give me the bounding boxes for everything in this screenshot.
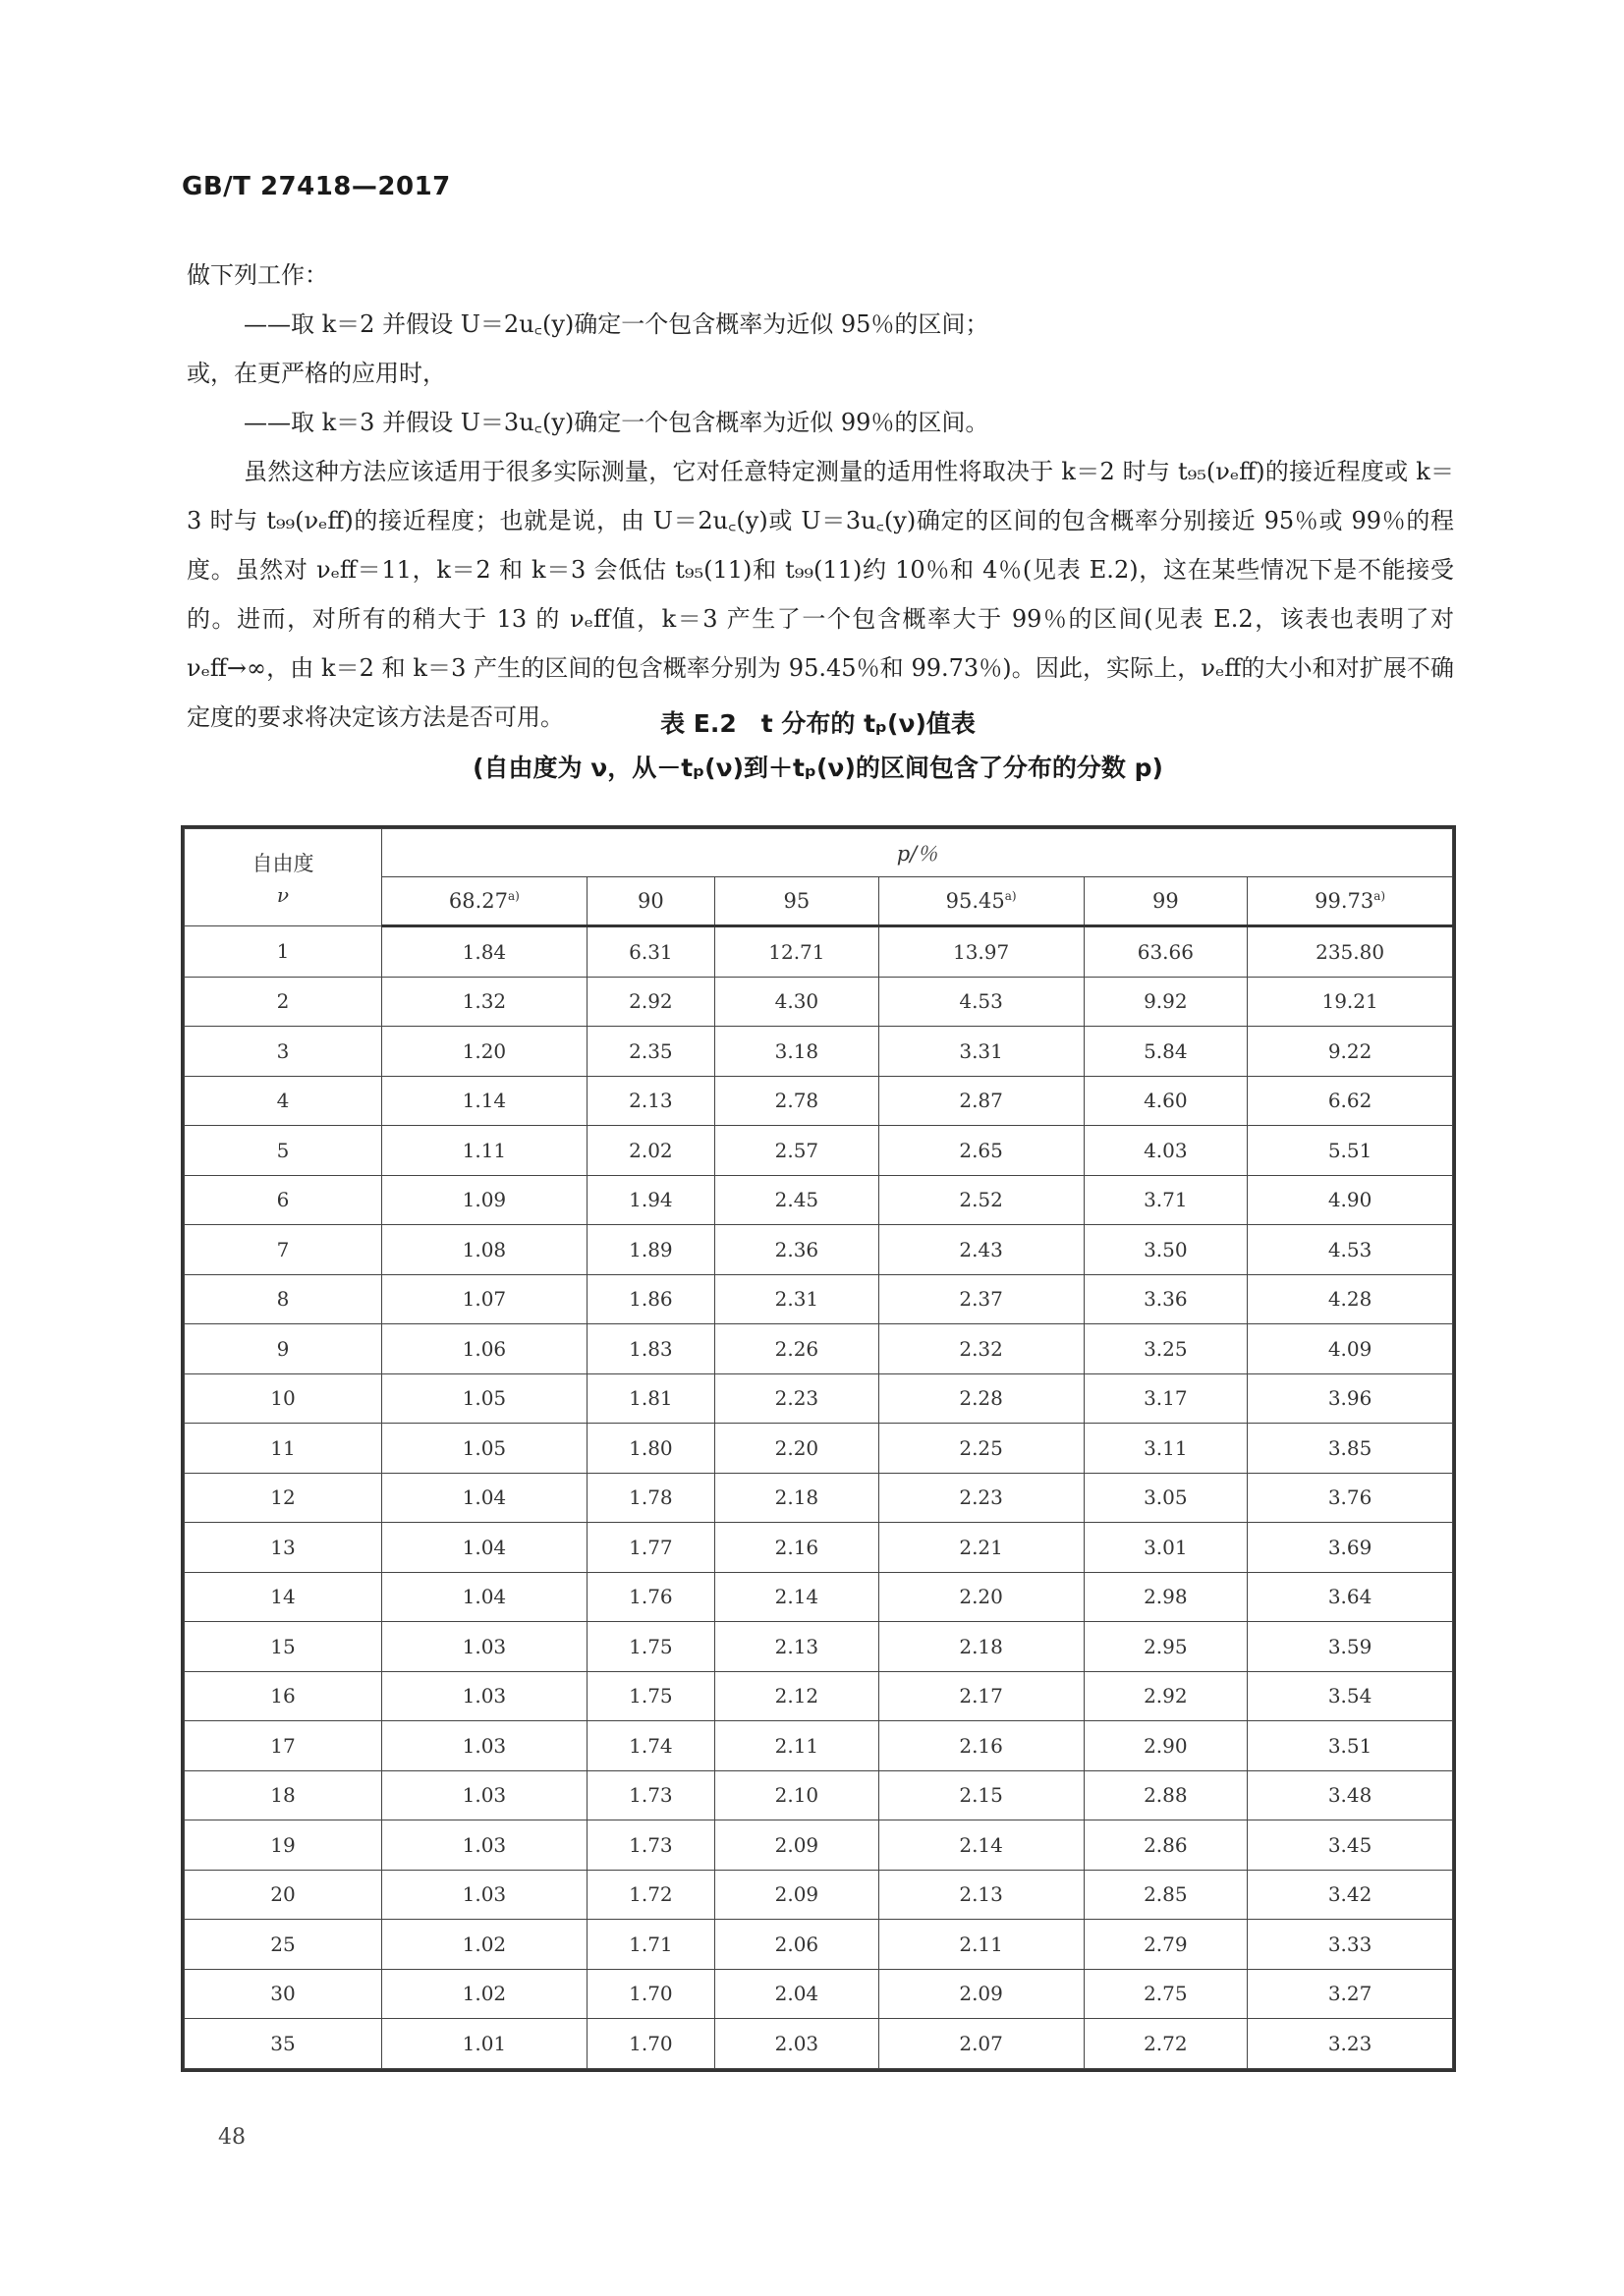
table-row [185, 1027, 1453, 1077]
dof-cell: 20 [185, 1870, 382, 1920]
value-cell: 2.04 [715, 1969, 879, 2019]
dof-cell: 16 [185, 1671, 382, 1721]
footnote-mark: a) [508, 889, 520, 903]
value-cell: 1.03 [382, 1721, 588, 1771]
value-cell: 4.09 [1248, 1324, 1453, 1374]
value-cell: 19.21 [1248, 977, 1453, 1027]
value-cell: 1.94 [587, 1175, 714, 1225]
value-cell: 1.70 [587, 2019, 714, 2069]
value-cell: 2.88 [1084, 1770, 1248, 1820]
value-cell: 2.06 [715, 1920, 879, 1970]
body-text [187, 251, 1454, 742]
dof-cell: 3 [185, 1027, 382, 1077]
text-line: ——取 k＝3 并假设 U＝3u꜀(y)确定一个包含概率为近似 99％的区间。 [244, 409, 989, 436]
value-cell: 2.09 [715, 1870, 879, 1920]
t-distribution-table [184, 828, 1453, 2069]
value-cell: 1.20 [382, 1027, 588, 1077]
value-cell: 3.27 [1248, 1969, 1453, 2019]
value-cell: 3.23 [1248, 2019, 1453, 2069]
value-cell: 2.92 [587, 977, 714, 1027]
value-cell: 1.02 [382, 1969, 588, 2019]
dof-cell: 35 [185, 2019, 382, 2069]
value-cell: 2.16 [878, 1721, 1084, 1771]
dof-cell: 30 [185, 1969, 382, 2019]
value-cell: 1.05 [382, 1424, 588, 1474]
table-row [185, 1076, 1453, 1126]
value-cell: 2.07 [878, 2019, 1084, 2069]
value-cell: 2.79 [1084, 1920, 1248, 1970]
value-cell: 2.32 [878, 1324, 1084, 1374]
table-row [185, 1622, 1453, 1672]
column-header-value: 90 [638, 889, 664, 913]
value-cell: 3.01 [1084, 1523, 1248, 1573]
value-cell: 3.48 [1248, 1770, 1453, 1820]
value-cell: 1.89 [587, 1225, 714, 1275]
value-cell: 1.73 [587, 1770, 714, 1820]
table-row [185, 1671, 1453, 1721]
value-cell: 2.65 [878, 1126, 1084, 1176]
value-cell: 3.33 [1248, 1920, 1453, 1970]
value-cell: 2.03 [715, 2019, 879, 2069]
value-cell: 2.09 [715, 1820, 879, 1871]
value-cell: 2.52 [878, 1175, 1084, 1225]
table-row [185, 1126, 1453, 1176]
dof-cell: 15 [185, 1622, 382, 1672]
value-cell: 1.81 [587, 1373, 714, 1424]
value-cell: 2.12 [715, 1671, 879, 1721]
dof-cell: 19 [185, 1820, 382, 1871]
value-cell: 1.76 [587, 1572, 714, 1622]
value-cell: 3.36 [1084, 1274, 1248, 1324]
value-cell: 1.72 [587, 1870, 714, 1920]
value-cell: 1.01 [382, 2019, 588, 2069]
value-cell: 1.77 [587, 1523, 714, 1573]
value-cell: 12.71 [715, 926, 879, 978]
table-row [185, 1274, 1453, 1324]
table-row [185, 1721, 1453, 1771]
value-cell: 1.78 [587, 1473, 714, 1523]
value-cell: 4.30 [715, 977, 879, 1027]
value-cell: 1.70 [587, 1969, 714, 2019]
value-cell: 1.02 [382, 1920, 588, 1970]
table-row [185, 1523, 1453, 1573]
standard-code: GB/T 27418—2017 [182, 172, 451, 201]
value-cell: 1.09 [382, 1175, 588, 1225]
column-header-value: 99 [1151, 889, 1179, 913]
value-cell: 2.13 [878, 1870, 1084, 1920]
table-row [185, 1424, 1453, 1474]
value-cell: 2.11 [715, 1721, 879, 1771]
value-cell: 3.54 [1248, 1671, 1453, 1721]
dof-cell: 18 [185, 1770, 382, 1820]
value-cell: 3.25 [1084, 1324, 1248, 1374]
table-row [185, 1770, 1453, 1820]
dof-header-cell [185, 829, 382, 926]
column-header [1084, 877, 1248, 926]
value-cell: 235.80 [1248, 926, 1453, 978]
dof-cell: 25 [185, 1920, 382, 1970]
dof-cell: 5 [185, 1126, 382, 1176]
table-row [185, 1473, 1453, 1523]
value-cell: 6.62 [1248, 1076, 1453, 1126]
value-cell: 2.15 [878, 1770, 1084, 1820]
value-cell: 2.36 [715, 1225, 879, 1275]
value-cell: 3.59 [1248, 1622, 1453, 1672]
value-cell: 2.13 [587, 1076, 714, 1126]
page-number: 48 [218, 2125, 246, 2150]
column-header-value: 68.27 [448, 889, 509, 913]
value-cell: 1.84 [382, 926, 588, 978]
value-cell: 2.37 [878, 1274, 1084, 1324]
value-cell: 1.06 [382, 1324, 588, 1374]
value-cell: 2.23 [878, 1473, 1084, 1523]
dof-cell: 8 [185, 1274, 382, 1324]
value-cell: 2.14 [715, 1572, 879, 1622]
table-subcaption: (自由度为 ν，从－tₚ(ν)到＋tₚ(ν)的区间包含了分布的分数 p) [473, 754, 1163, 782]
value-cell: 2.10 [715, 1770, 879, 1820]
value-cell: 1.80 [587, 1424, 714, 1474]
text-line: ——取 k＝2 并假设 U＝2u꜀(y)确定一个包含概率为近似 95％的区间； [244, 310, 989, 338]
dof-cell: 2 [185, 977, 382, 1027]
value-cell: 2.85 [1084, 1870, 1248, 1920]
value-cell: 1.11 [382, 1126, 588, 1176]
value-cell: 2.20 [715, 1424, 879, 1474]
value-cell: 3.85 [1248, 1424, 1453, 1474]
value-cell: 2.72 [1084, 2019, 1248, 2069]
value-cell: 6.31 [587, 926, 714, 978]
value-cell: 9.22 [1248, 1027, 1453, 1077]
value-cell: 2.87 [878, 1076, 1084, 1126]
dof-header: 自由度 [252, 852, 314, 875]
value-cell: 1.03 [382, 1770, 588, 1820]
value-cell: 2.02 [587, 1126, 714, 1176]
value-cell: 1.71 [587, 1920, 714, 1970]
value-cell: 1.32 [382, 977, 588, 1027]
value-cell: 2.13 [715, 1622, 879, 1672]
dof-symbol: ν [276, 883, 290, 907]
value-cell: 1.83 [587, 1324, 714, 1374]
value-cell: 2.57 [715, 1126, 879, 1176]
value-cell: 2.98 [1084, 1572, 1248, 1622]
value-cell: 3.51 [1248, 1721, 1453, 1771]
table-row [185, 2019, 1453, 2069]
value-cell: 1.14 [382, 1076, 588, 1126]
value-cell: 9.92 [1084, 977, 1248, 1027]
value-cell: 2.90 [1084, 1721, 1248, 1771]
value-cell: 2.20 [878, 1572, 1084, 1622]
value-cell: 1.04 [382, 1572, 588, 1622]
value-cell: 2.21 [878, 1523, 1084, 1573]
value-cell: 5.84 [1084, 1027, 1248, 1077]
value-cell: 3.18 [715, 1027, 879, 1077]
column-header [1248, 877, 1453, 926]
value-cell: 3.31 [878, 1027, 1084, 1077]
table-row [185, 1920, 1453, 1970]
table-row [185, 1969, 1453, 2019]
footnote-mark: a) [1004, 889, 1017, 903]
value-cell: 1.04 [382, 1523, 588, 1573]
value-cell: 1.08 [382, 1225, 588, 1275]
table-row [185, 1225, 1453, 1275]
column-header-value: 95.45 [945, 889, 1005, 913]
value-cell: 13.97 [878, 926, 1084, 978]
value-cell: 2.35 [587, 1027, 714, 1077]
table-row [185, 977, 1453, 1027]
value-cell: 2.16 [715, 1523, 879, 1573]
column-header [878, 877, 1084, 926]
value-cell: 1.74 [587, 1721, 714, 1771]
value-cell: 4.60 [1084, 1076, 1248, 1126]
text-line: 或，在更严格的应用时， [187, 360, 446, 387]
value-cell: 3.42 [1248, 1870, 1453, 1920]
value-cell: 1.75 [587, 1622, 714, 1672]
value-cell: 1.04 [382, 1473, 588, 1523]
value-cell: 63.66 [1084, 926, 1248, 978]
table-row [185, 1324, 1453, 1374]
value-cell: 2.09 [878, 1969, 1084, 2019]
dof-cell: 9 [185, 1324, 382, 1374]
p-header: p/％ [382, 829, 1453, 877]
value-cell: 2.25 [878, 1424, 1084, 1474]
value-cell: 1.03 [382, 1870, 588, 1920]
value-cell: 4.53 [1248, 1225, 1453, 1275]
value-cell: 2.95 [1084, 1622, 1248, 1672]
value-cell: 1.75 [587, 1671, 714, 1721]
value-cell: 2.18 [878, 1622, 1084, 1672]
value-cell: 3.11 [1084, 1424, 1248, 1474]
table-body [185, 926, 1453, 2069]
value-cell: 2.28 [878, 1373, 1084, 1424]
dof-cell: 13 [185, 1523, 382, 1573]
value-cell: 1.07 [382, 1274, 588, 1324]
table-caption: 表 E.2 t 分布的 tₚ(ν)值表 [660, 709, 976, 738]
column-header [382, 877, 588, 926]
value-cell: 3.05 [1084, 1473, 1248, 1523]
value-cell: 3.50 [1084, 1225, 1248, 1275]
value-cell: 3.76 [1248, 1473, 1453, 1523]
value-cell: 2.18 [715, 1473, 879, 1523]
value-cell: 2.92 [1084, 1671, 1248, 1721]
value-cell: 2.23 [715, 1373, 879, 1424]
value-cell: 1.03 [382, 1820, 588, 1871]
value-cell: 3.17 [1084, 1373, 1248, 1424]
value-cell: 4.03 [1084, 1126, 1248, 1176]
value-cell: 3.69 [1248, 1523, 1453, 1573]
dof-cell: 10 [185, 1373, 382, 1424]
dof-cell: 1 [185, 926, 382, 978]
value-cell: 2.75 [1084, 1969, 1248, 2019]
value-cell: 1.03 [382, 1622, 588, 1672]
paragraph: 虽然这种方法应该适用于很多实际测量，它对任意特定测量的适用性将取决于 k＝2 时与 t₉₅(νₑff)的接近程度或 k＝3 时与 t₉₉(νₑff)的接近程度；也就是说，由 U＝2u꜀(y)或 U＝3u꜀(y)确定的区间的包含概率分别接近 95％或 99％的程度。虽然对 νₑff＝11，k＝2 和 k＝3 会低估 t₉₅(11)和 t₉₉(11)约 10％和 4％(见表 E.2)，这在某些情况下是不能接受的。进而，对所有的稍大于 13 的 νₑff值，k＝3 产生了一个包含概率大于 99％的区间(见表 E.2，该表也表明了对 νₑff→∞，由 k＝2 和 k＝3 产生的区间的包含概率分别为 95.45％和 99.73％)。因此，实际上，νₑff的大小和对扩展不确定度的要求将决定该方法是否可用。 [187, 458, 1454, 731]
value-cell: 2.78 [715, 1076, 879, 1126]
column-header-value: 95 [783, 889, 811, 913]
table-row [185, 1870, 1453, 1920]
table-row [185, 1572, 1453, 1622]
value-cell: 2.14 [878, 1820, 1084, 1871]
value-cell: 5.51 [1248, 1126, 1453, 1176]
value-cell: 1.86 [587, 1274, 714, 1324]
value-cell: 1.03 [382, 1671, 588, 1721]
dof-cell: 17 [185, 1721, 382, 1771]
column-header-value: 99.73 [1315, 889, 1374, 913]
table-row [185, 1820, 1453, 1871]
value-cell: 2.11 [878, 1920, 1084, 1970]
value-cell: 3.71 [1084, 1175, 1248, 1225]
value-cell: 2.86 [1084, 1820, 1248, 1871]
value-cell: 3.45 [1248, 1820, 1453, 1871]
table-row [185, 1373, 1453, 1424]
value-cell: 3.64 [1248, 1572, 1453, 1622]
text-line: 做下列工作： [187, 261, 328, 289]
dof-cell: 11 [185, 1424, 382, 1474]
value-cell: 4.28 [1248, 1274, 1453, 1324]
value-cell: 4.53 [878, 977, 1084, 1027]
dof-cell: 14 [185, 1572, 382, 1622]
value-cell: 2.43 [878, 1225, 1084, 1275]
value-cell: 1.73 [587, 1820, 714, 1871]
dof-cell: 7 [185, 1225, 382, 1275]
column-header [587, 877, 714, 926]
table-row [185, 1175, 1453, 1225]
table-row [185, 926, 1453, 978]
value-cell: 2.17 [878, 1671, 1084, 1721]
value-cell: 2.31 [715, 1274, 879, 1324]
footnote-mark: a) [1373, 889, 1386, 903]
dof-cell: 12 [185, 1473, 382, 1523]
dof-cell: 6 [185, 1175, 382, 1225]
value-cell: 4.90 [1248, 1175, 1453, 1225]
value-cell: 3.96 [1248, 1373, 1453, 1424]
dof-cell: 4 [185, 1076, 382, 1126]
value-cell: 2.26 [715, 1324, 879, 1374]
column-header [715, 877, 879, 926]
value-cell: 1.05 [382, 1373, 588, 1424]
value-cell: 2.45 [715, 1175, 879, 1225]
